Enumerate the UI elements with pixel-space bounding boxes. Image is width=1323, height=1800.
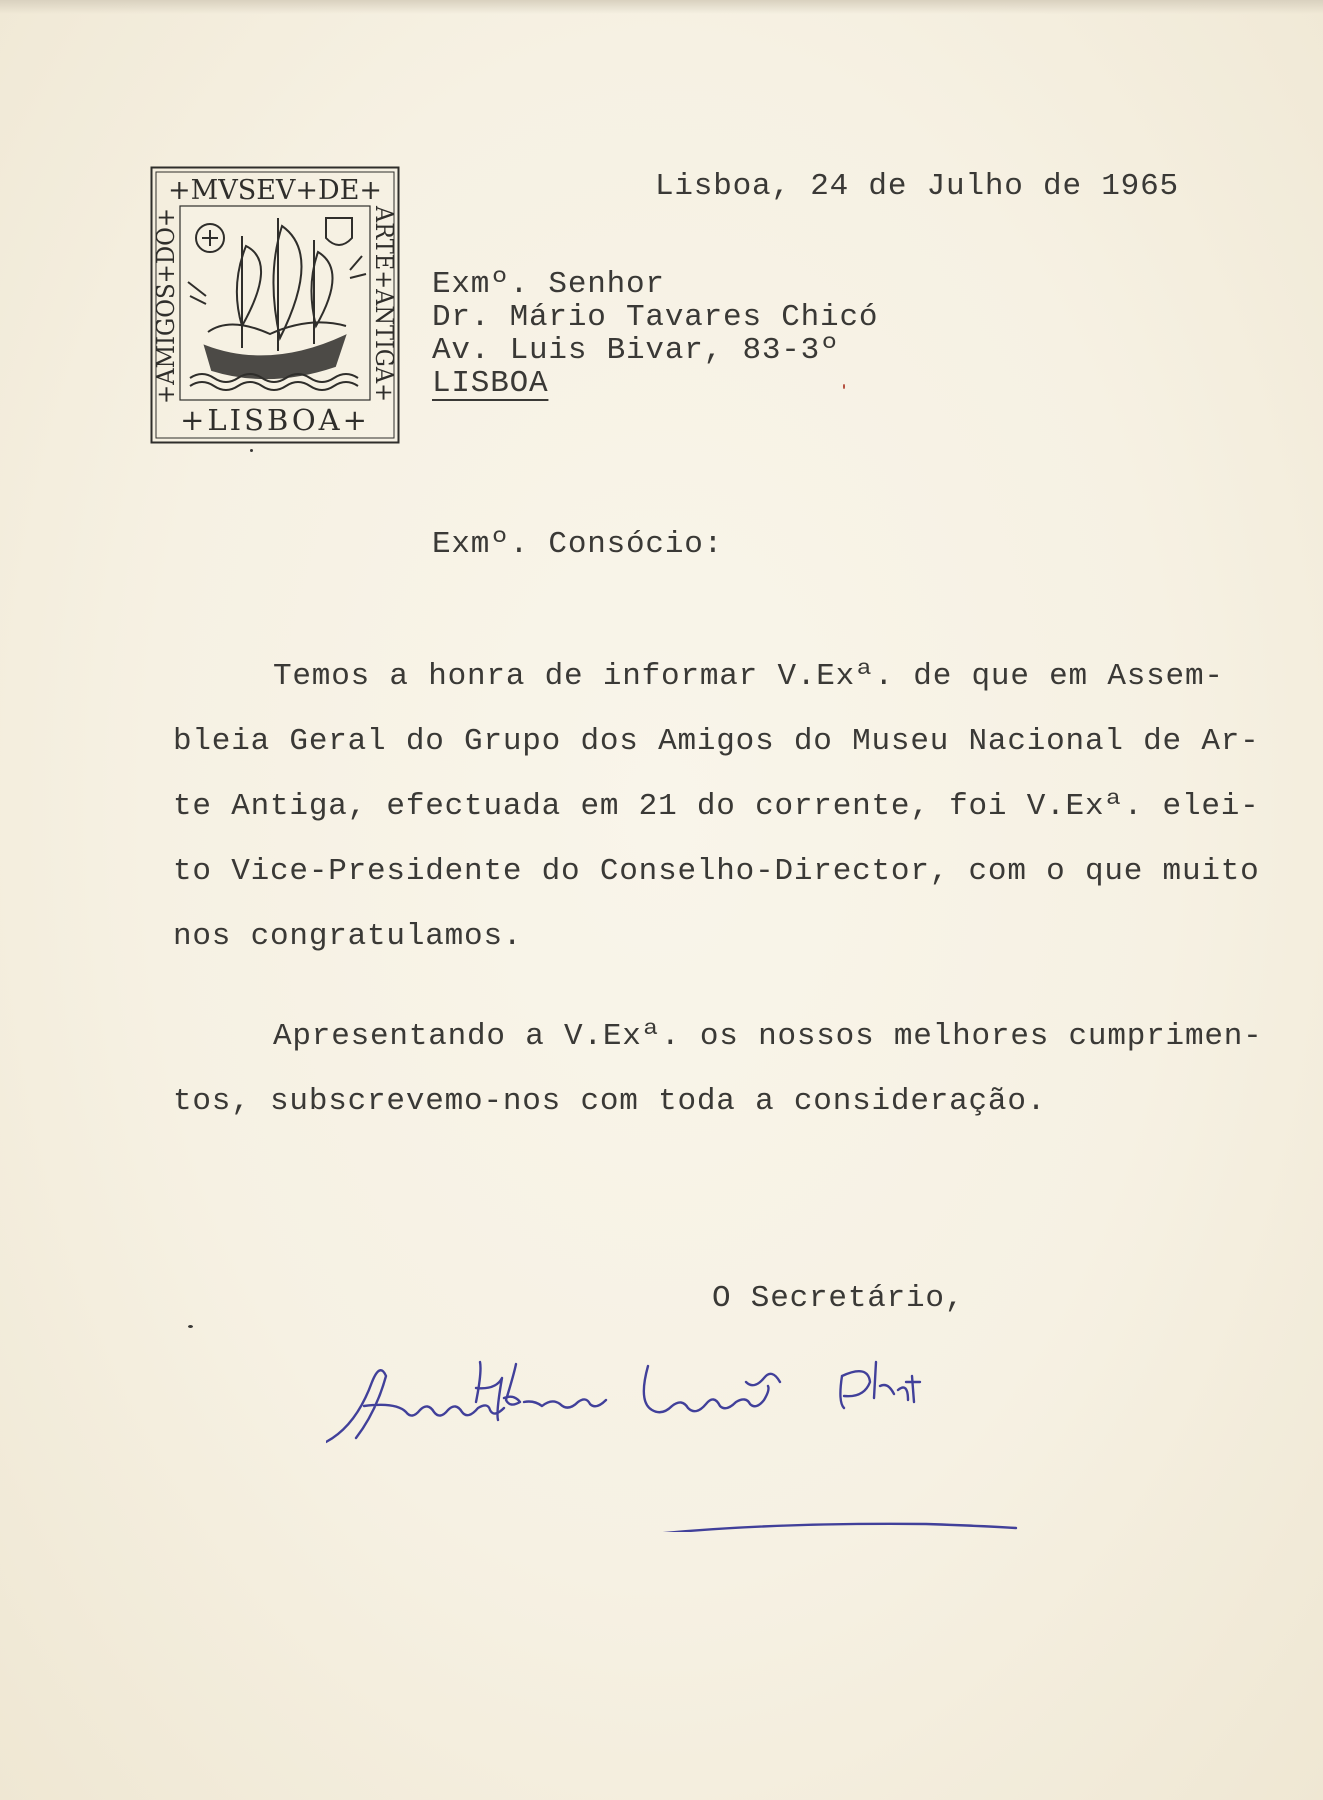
emblem-left-text: +AMIGOS+DO+ (152, 198, 180, 404)
body-p2-line-2: tos, subscrevemo-nos com toda a consideração. (173, 1084, 1047, 1119)
recipient-line-2: Dr. Mário Tavares Chicó (432, 300, 879, 335)
recipient-line-4: LISBOA (432, 366, 549, 401)
recipient-line-3: Av. Luis Bivar, 83-3º (432, 333, 840, 368)
body-p1-line-4: to Vice-Presidente do Conselho-Director, com o que muito (173, 854, 1260, 889)
recipient-line-1: Exmº. Senhor (432, 267, 665, 302)
body-p2-line-1: Apresentando a V.Exª. os nossos melhores cumprimen- (273, 1019, 1263, 1054)
salutation: Exmº. Consócio: (432, 527, 724, 562)
ink-speck (843, 384, 845, 389)
ink-speck (188, 1325, 193, 1328)
body-p1-line-2: bleia Geral do Grupo dos Amigos do Museu Nacional de Ar- (173, 724, 1260, 759)
emblem-bottom-text: +LISBOA+ (180, 403, 370, 437)
letter-date: Lisboa, 24 de Julho de 1965 (655, 169, 1179, 204)
museum-friends-emblem (150, 166, 400, 444)
signature (326, 1342, 1186, 1532)
emblem-right-text: ARTE+ANTIGA+ (370, 206, 398, 416)
emblem-top-text: +MVSEV+DE+ (167, 175, 383, 206)
ink-speck (250, 449, 253, 452)
closing: O Secretário, (712, 1281, 965, 1316)
body-p1-line-1: Temos a honra de informar V.Exª. de que em Assem- (273, 659, 1224, 694)
body-p1-line-5: nos congratulamos. (173, 919, 523, 954)
body-p1-line-3: te Antiga, efectuada em 21 do corrente, foi V.Exª. elei- (173, 789, 1260, 824)
